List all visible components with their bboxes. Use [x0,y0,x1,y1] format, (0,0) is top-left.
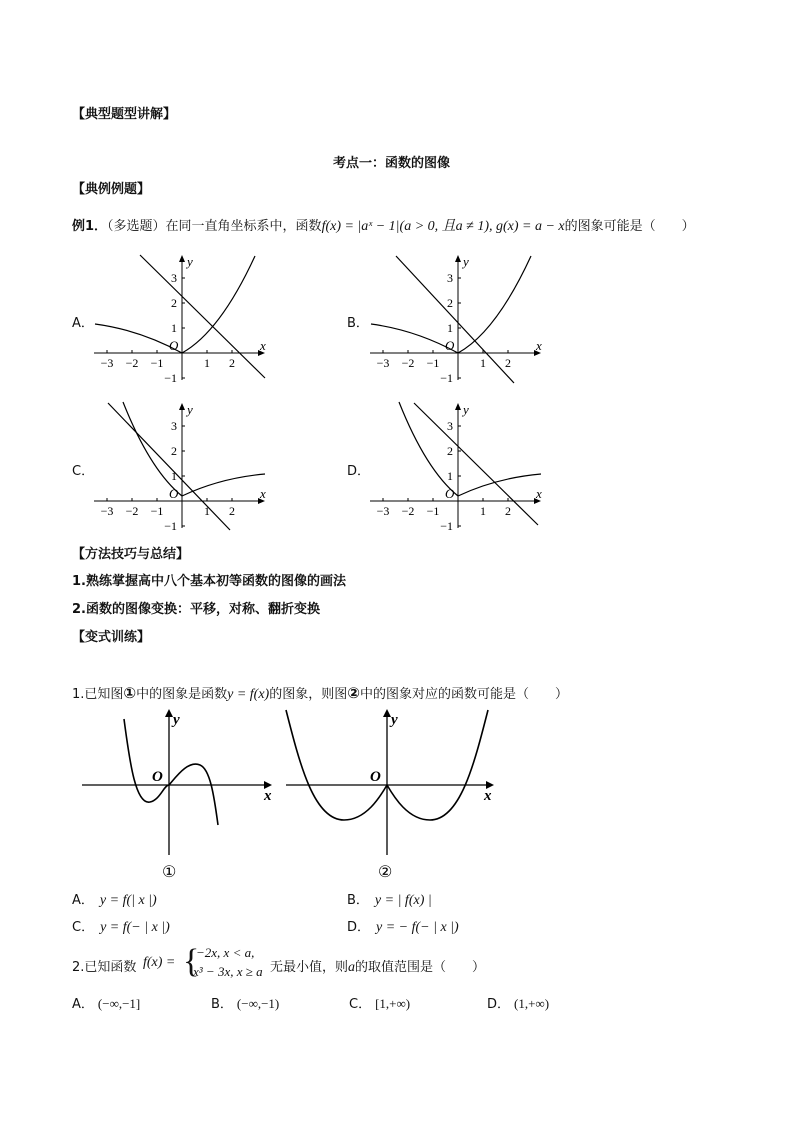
ex1-graph-c-y-label: y [187,402,193,417]
q2-text-c: 的取值范围是（ ） [355,960,486,975]
q1-fig2-y-label: y [391,712,398,728]
ex1-graph-d-y-tick-label: 2 [447,444,453,458]
q1-fig2-x-label: x [484,788,492,804]
ex1-graph-a-x-tick-label: 1 [204,356,210,370]
q1-option-a[interactable] [72,889,157,909]
q2-option-b[interactable] [211,993,279,1012]
tip-2: 2.函数的图像变换：平移，对称、翻折变换 [72,602,320,617]
ex1-graph-c-x-label: x [260,486,266,501]
q2-text-b: 无最小值，则 [270,960,349,975]
q1-option-b[interactable] [347,889,432,909]
ex1-graph-a-x-tick-label: −2 [125,356,139,370]
ex1-graph-d-y-arrow [455,403,461,410]
ex1-graph-b-x-tick-label: −3 [376,356,390,370]
ex1-graph-c-x-tick-label: −2 [125,504,139,518]
q1-circle-1: ① [123,684,137,702]
q2-func: f(x) = [143,955,176,970]
q2-option-a-expr: (−∞,−1] [97,996,141,1011]
examples-heading: 【典例例题】 [72,182,151,197]
q1-circle-2: ② [347,684,360,702]
ex1-graph-c-y-arrow [179,403,185,410]
ex1-graph-a-origin: O [169,338,179,353]
ex1-graph-d [366,400,546,532]
topic-title: 考点一：函数的图像 [333,156,451,171]
q2-option-b-label: B． [211,997,233,1012]
ex1-graph-b-x-label: x [536,338,542,353]
ex1-graph-b-curve-right [458,256,531,353]
q1-fig2-origin: O [370,769,381,785]
q2-option-d[interactable] [487,993,549,1012]
ex1-graph-c-x-tick-label: −3 [100,504,114,518]
ex1-graph-a [90,252,270,384]
q2-brace: { [183,943,200,980]
ex1-graph-a-x-label: x [260,338,266,353]
section-heading: 【典型题型讲解】 [72,107,177,122]
ex1-graph-c-x-tick-label: 2 [229,504,235,518]
q2-option-b-expr: (−∞,−1) [236,996,280,1011]
ex1-graph-d-x-label: x [536,486,542,501]
ex1-graph-d-curve-right [458,474,541,496]
q1-text-d: 中的图象对应的函数可能是（ ） [359,687,568,702]
ex1-graph-c-y-tick-label: 2 [171,444,177,458]
ex1-graph-d-y-tick-label: 3 [447,419,453,433]
ex1-graph-a-y-tick-label: 1 [171,321,177,335]
ex1-graph-b [366,252,546,384]
ex1-graph-b-x-tick-label: −1 [426,356,440,370]
ex1-option-d-label: D． [347,464,371,479]
ex1-graph-b-y-arrow [455,255,461,262]
ex1-graph-c-x-tick-label: −1 [150,504,164,518]
q1-fig2-y-arrow [383,709,391,717]
ex1-graph-c-x-tick-label: 1 [204,504,210,518]
ex1-graph-d-x-tick-label: 1 [480,504,486,518]
q1-fig2-caption: ② [378,864,393,880]
ex1-graph-a-y-tick-label: 2 [171,296,177,310]
ex1-graph-b-origin: O [445,338,455,353]
example1-func-def: f(x) = |aˣ − 1|(a > 0, 且a ≠ 1), g(x) = a − x [321,219,565,234]
ex1-graph-d-x-tick-label: −3 [376,504,390,518]
ex1-graph-d-y-tick-label: −1 [440,519,453,532]
q1-question [72,683,568,703]
q2-option-c-expr: [1,+∞) [375,996,411,1011]
ex1-graph-b-y-label: y [463,254,469,269]
ex1-graph-b-y-tick-label: 3 [447,271,453,285]
ex1-graph-a-y-tick-label: −1 [164,371,177,384]
ex1-graph-c-y-tick-label: 3 [171,419,177,433]
example1-prefix: 例1． [72,219,108,234]
q1-fig1-x-label: x [264,788,272,804]
q1-fig1-y-arrow [165,709,173,717]
ex1-graph-a-x-tick-label: 2 [229,356,235,370]
ex1-graph-c [90,400,270,532]
q1-fig1-curve [124,719,218,825]
ex1-option-c-label: C． [72,464,95,479]
q2-var: a [348,960,356,975]
ex1-graph-d-x-tick-label: −2 [401,504,415,518]
q2-option-d-label: D． [487,997,511,1012]
ex1-graph-c-y-tick-label: 1 [171,469,177,483]
q2-option-d-expr: (1,+∞) [514,996,550,1011]
q1-text-c: 的图象，则图 [269,687,348,702]
q1-figure-1 [78,705,278,880]
example1-question [72,215,695,235]
ex1-graph-b-x-tick-label: 1 [480,356,486,370]
q1-fig1-caption: ① [162,864,177,880]
q1-option-d[interactable] [347,916,459,936]
q1-text-a: 1.已知图 [72,687,124,702]
ex1-graph-b-y-tick-label: 2 [447,296,453,310]
ex1-option-a-label: A． [72,316,94,331]
ex1-graph-a-x-tick-label: −3 [100,356,114,370]
method-heading: 【方法技巧与总结】 [72,547,190,562]
q1-option-a-label: A． [72,893,94,908]
q1-option-c-expr: y = f(− | x |) [100,920,170,935]
q1-option-d-label: D． [347,920,371,935]
q2-text-a: 2.已知函数 [72,960,137,975]
q2-option-a[interactable] [72,993,140,1012]
ex1-graph-b-x-tick-label: −2 [401,356,415,370]
ex1-graph-d-y-tick-label: 1 [447,469,453,483]
ex1-graph-a-y-label: y [187,254,193,269]
ex1-graph-d-y-label: y [463,402,469,417]
ex1-graph-a-y-arrow [179,255,185,262]
ex1-graph-c-y-tick-label: −1 [164,519,177,532]
q1-fig1-origin: O [152,769,163,785]
q1-option-d-expr: y = − f(− | x |) [376,920,459,935]
q1-option-c-label: C． [72,920,95,935]
ex1-option-b-label: B． [347,316,369,331]
q1-fig1-y-label: y [173,712,180,728]
q1-option-a-expr: y = f(| x |) [99,893,157,908]
ex1-graph-c-origin: O [169,486,179,501]
ex1-graph-d-x-tick-label: 2 [505,504,511,518]
q2-case-2: x³ − 3x, x ≥ a [193,964,263,979]
ex1-graph-d-origin: O [445,486,455,501]
q2-option-c[interactable] [349,993,410,1012]
q1-option-b-label: B． [347,893,369,908]
q2-option-a-label: A． [72,997,94,1012]
q1-text-b: 中的图象是函数 [136,687,228,702]
ex1-graph-a-y-tick-label: 3 [171,271,177,285]
q1-option-c[interactable] [72,916,170,936]
q2-option-c-label: C． [349,997,372,1012]
ex1-graph-d-x-tick-label: −1 [426,504,440,518]
q1-func: y = f(x) [227,687,270,702]
variant-heading: 【变式训练】 [72,630,151,645]
ex1-graph-a-curve-right [182,256,255,353]
q1-figure-2 [282,705,502,880]
ex1-graph-b-x-tick-label: 2 [505,356,511,370]
example1-text-b: 的图象可能是（ ） [564,219,695,234]
q1-option-b-expr: y = | f(x) | [374,893,432,908]
q2-rest [270,956,485,976]
ex1-graph-b-y-tick-label: 1 [447,321,453,335]
example1-text-a: （多选题）在同一直角坐标系中，函数 [107,219,322,234]
q2-case-1: −2x, x < a, [196,945,255,960]
ex1-graph-b-y-tick-label: −1 [440,371,453,384]
tip-1: 1.熟练掌握高中八个基本初等函数的图像的画法 [72,574,346,589]
ex1-graph-a-x-tick-label: −1 [150,356,164,370]
